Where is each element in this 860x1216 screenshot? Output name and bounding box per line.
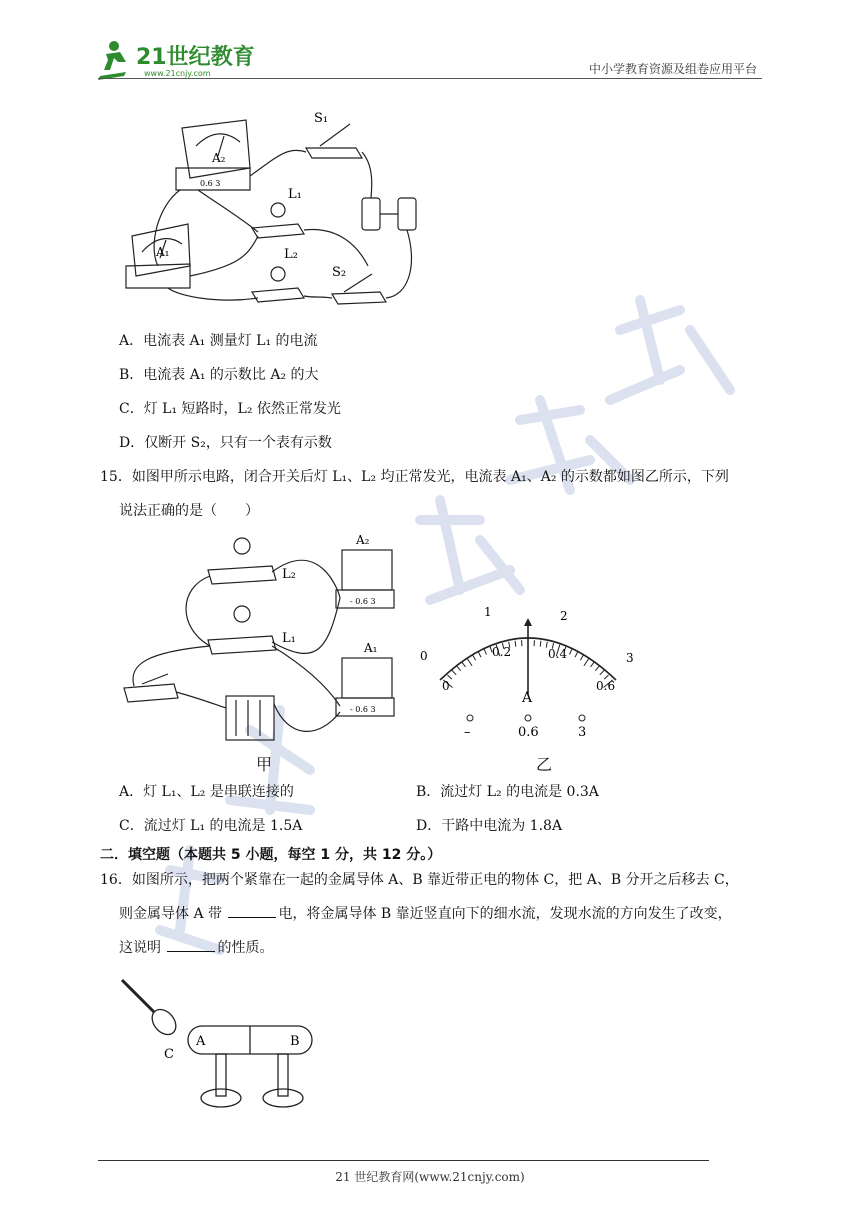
footer-text: 21 世纪教育网(www.21cnjy.com) <box>335 1170 525 1184</box>
q15-stem <box>100 460 762 528</box>
q14-option-a: A．电流表 A₁ 测量灯 L₁ 的电流 <box>119 333 318 349</box>
meter-tick <box>478 652 481 657</box>
meter-tick <box>540 641 541 647</box>
q16-conductor-figure <box>118 974 318 1114</box>
meter-tick <box>484 649 486 655</box>
q16-stem <box>100 863 762 965</box>
meter-terminal-label-3: 3 <box>578 725 587 740</box>
fig14-a2-scale: 0.6 3 <box>200 179 221 188</box>
fig15-label-l2: L₂ <box>282 567 296 582</box>
meter-tick <box>575 652 578 657</box>
q16-blank-1[interactable] <box>228 903 276 918</box>
q16-line2-pre: 则金属导体 A 带 <box>119 906 227 922</box>
fig14-label-l1: L₁ <box>288 187 302 202</box>
q15-stem-line2: 说法正确的是（ ） <box>119 503 259 519</box>
fig16-label-b: B <box>290 1034 300 1049</box>
meter-tick <box>580 655 583 660</box>
meter-tick <box>462 662 466 667</box>
fig14-label-s1: S₁ <box>314 111 329 126</box>
meter-upper-0: 0 <box>420 649 428 663</box>
meter-tick <box>584 658 589 666</box>
q16-blank-2[interactable] <box>167 937 215 952</box>
meter-terminal-label-neg: – <box>464 725 471 740</box>
q16-line3-pre: 这说明 <box>119 940 166 956</box>
fig14-label-a2: A₂ <box>212 151 226 165</box>
meter-unit: A <box>522 690 533 706</box>
q15-circuit-figure <box>118 528 410 750</box>
meter-terminal-label-06: 0.6 <box>518 725 539 740</box>
meter-needle-head <box>524 618 532 626</box>
meter-upper-3: 3 <box>626 651 634 665</box>
logo-url: www.21cnjy.com <box>144 69 211 78</box>
meter-tick <box>591 662 595 667</box>
q14-circuit-figure <box>118 106 438 318</box>
meter-terminal-06 <box>525 715 531 721</box>
q14-option-c: C．灯 L₁ 短路时，L₂ 依然正常发光 <box>119 401 341 417</box>
fig15-label-l1: L₁ <box>282 631 296 646</box>
meter-tick <box>452 670 456 674</box>
fig14-label-s2: S₂ <box>332 265 347 280</box>
fig15-label-a1: A₁ <box>364 641 378 655</box>
logo-text: 21世纪教育 <box>136 45 255 70</box>
fig15-label-a2: A₂ <box>356 533 370 547</box>
meter-lower-0: 0 <box>442 679 450 693</box>
meter-upper-2: 2 <box>560 609 568 623</box>
fig16-label-a: A <box>196 1034 206 1049</box>
meter-tick <box>457 666 461 671</box>
q16-line1: 16．如图所示，把两个紧靠在一起的金属导体 A、B 靠近带正电的物体 C，把 A、B 分开之后移去 C， <box>100 872 739 888</box>
meter-lower-04: 0.4 <box>548 647 568 661</box>
meter-tick <box>515 641 516 647</box>
q15-option-c: C．流过灯 L₁ 的电流是 1.5A <box>119 818 303 834</box>
meter-tick <box>595 666 599 671</box>
q15-option-b: B．流过灯 L₂ 的电流是 0.3A <box>416 784 599 800</box>
site-logo <box>96 36 276 82</box>
meter-tick <box>570 649 572 655</box>
fig14-label-a1: A₁ <box>156 245 170 259</box>
header-rule <box>98 78 762 79</box>
q16-line2-post: 电，将金属导体 B 靠近竖直向下的细水流，发现水流的方向发生了改变， <box>278 906 732 922</box>
header-platform-text: 中小学教育资源及组卷应用平台 <box>588 62 757 76</box>
meter-tick <box>473 655 476 660</box>
q14-option-b: B．电流表 A₁ 的示数比 A₂ 的大 <box>119 367 319 383</box>
meter-upper-1: 1 <box>484 605 492 619</box>
q15-option-d: D．干路中电流为 1.8A <box>416 818 563 834</box>
caption-yi: 乙 <box>536 755 553 774</box>
meter-tick <box>600 670 604 674</box>
fig14-label-l2: L₂ <box>284 247 298 262</box>
meter-terminal-3 <box>579 715 585 721</box>
q15-option-a: A．灯 L₁、L₂ 是串联连接的 <box>119 784 294 800</box>
section-2-title: 二．填空题（本题共 5 小题，每空 1 分，共 12 分。） <box>100 847 442 863</box>
q14-option-d: D．仅断开 S₂，只有一个表有示数 <box>119 435 332 451</box>
q16-line2 <box>100 897 762 931</box>
q16-line3-post: 的性质。 <box>217 940 274 956</box>
fig15-a1-scale: - 0.6 3 <box>350 705 376 714</box>
fig16-label-c: C <box>164 1047 174 1062</box>
footer-rule <box>98 1160 709 1161</box>
q15-stem-line1: 15．如图甲所示电路，闭合开关后灯 L₁、L₂ 均正常发光，电流表 A₁、A₂ 的示数都如图乙所示，下列 <box>100 469 729 485</box>
q16-line3 <box>100 931 762 965</box>
q15-ammeter-dial <box>416 600 644 740</box>
fig15-a2-scale: - 0.6 3 <box>350 597 376 606</box>
meter-lower-06: 0.6 <box>596 679 616 693</box>
caption-jia: 甲 <box>256 755 273 774</box>
meter-lower-02: 0.2 <box>492 645 512 659</box>
meter-terminal-neg <box>467 715 473 721</box>
meter-tick <box>467 658 472 666</box>
